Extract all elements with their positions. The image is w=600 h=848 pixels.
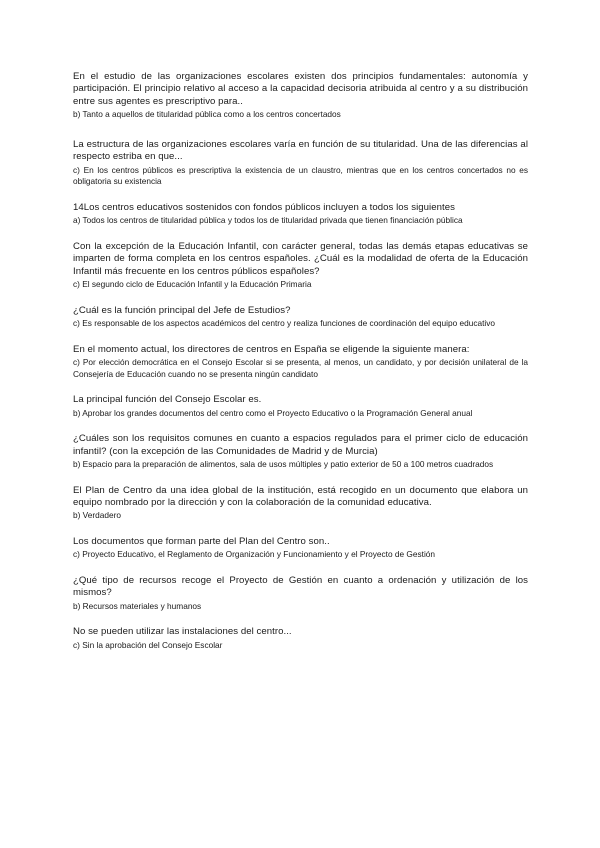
qa-item-11 [73,575,528,612]
qa-item-7 [73,394,528,419]
question-text: 14Los centros educativos sostenidos con fondos públicos incluyen a todos los siguientes [73,201,455,213]
answer-text: c) Proyecto Educativo, el Reglamento de Organización y Funcionamiento y el Proyecto de Gestión [73,549,436,560]
qa-item-5 [73,305,528,330]
qa-item-3 [73,202,528,227]
question-text: En el momento actual, los directores de centros en España se eligende la siguiente manera: [73,343,470,355]
answer-text: c) Sin la aprobación del Consejo Escolar [73,639,223,650]
answer-text: b) Espacio para la preparación de alimentos, sala de usos múltiples y patio exterior de 50 a 100 metros cuadrados [73,459,494,470]
qa-item-8 [73,433,528,470]
question-text: En el estudio de las organizaciones escolares existen dos principios fundamentales: autonomía y participación. El principio relativo al acceso a la capacidad decisoria atribuida al centro y a su distribución entre sus agentes es prescriptivo para.. [73,71,528,107]
question-text: Los documentos que forman parte del Plan del Centro son.. [73,536,330,548]
question-text: Con la excepción de la Educación Infantil, con carácter general, todas las demás etapas educativas se imparten de forma completa en los centros españoles. ¿Cuál es la modalidad de oferta de la Educación Infantil más frecuente en los centros públicos españoles? [73,240,528,277]
answer-text: b) Recursos materiales y humanos [73,600,202,611]
question-text: La principal función del Consejo Escolar es. [73,394,262,406]
qa-item-9 [73,485,528,522]
answer-text: b) Tanto a aquellos de titularidad pública como a los centros concertados [73,109,341,120]
answer-text: c) En los centros públicos es prescriptiva la existencia de un claustro, mientras que en los centros concertados no es obligatoria su existencia [73,164,528,187]
question-text: ¿Cuál es la función principal del Jefe de Estudios? [73,304,291,316]
answer-text: c) Por elección democrática en el Consejo Escolar si se presenta, al menos, un candidato, y por decisión unilateral de la Consejería de Educación cuando no se presenta ningún candidato [73,357,528,379]
question-text: El Plan de Centro da una idea global de la institución, está recogido en un documento que elabora un equipo nombrado por la dirección y con la colaboración de la comunidad educativa. [73,484,528,509]
question-text: La estructura de las organizaciones escolares varía en función de su titularidad. Una de las diferencias al respecto estriba en que... [73,138,528,163]
answer-text: a) Todos los centros de titularidad pública y todos los de titularidad privada que tienen financiación pública [73,215,463,226]
qa-item-2 [73,139,528,188]
answer-text: c) Es responsable de los aspectos académicos del centro y realiza funciones de coordinación del equipo educativo [73,318,496,329]
qa-item-10 [73,536,528,561]
qa-item-12 [73,626,528,651]
qa-item-1 [73,71,528,121]
answer-text: c) El segundo ciclo de Educación Infantil y la Educación Primaria [73,279,312,290]
question-text: No se pueden utilizar las instalaciones del centro... [73,626,292,638]
answer-text: b) Aprobar los grandes documentos del centro como el Proyecto Educativo o la Programación General anual [73,407,473,418]
qa-item-4 [73,241,528,291]
question-text: ¿Cuáles son los requisitos comunes en cuanto a espacios regulados para el primer ciclo de educación infantil? (con la excepción de las Comunidades de Madrid y de Murcia) [73,433,528,457]
document-page [73,71,528,665]
qa-item-6 [73,344,528,381]
question-text: ¿Qué tipo de recursos recoge el Proyecto de Gestión en cuanto a ordenación y utilización de los mismos? [73,575,528,599]
answer-text: b) Verdadero [73,510,121,521]
